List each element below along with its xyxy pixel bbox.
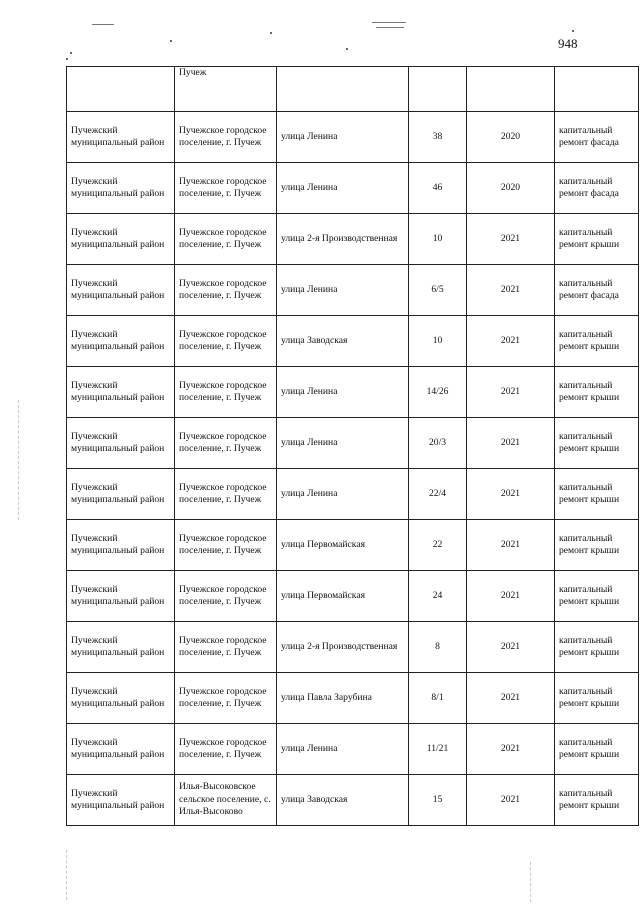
street-cell [277, 775, 409, 826]
district-text: Пучежский муниципальный район [71, 124, 165, 148]
settlement-cell [175, 673, 277, 724]
scan-dot [572, 30, 574, 32]
year-cell [467, 673, 555, 724]
house-cell [409, 673, 467, 724]
settlement-cell [175, 571, 277, 622]
house-number-text: 11/21 [426, 742, 449, 754]
district-cell [67, 316, 175, 367]
house-cell [409, 265, 467, 316]
district-text: Пучежский муниципальный район [71, 583, 165, 607]
street-text: улица Ленина [281, 742, 338, 754]
work-type-cell [555, 265, 639, 316]
settlement-cell [175, 469, 277, 520]
registry-table-body [67, 67, 639, 826]
year-cell [467, 622, 555, 673]
work-type-text: капитальный ремонт крыши [559, 583, 620, 607]
work-type-text: капитальный ремонт крыши [559, 532, 620, 556]
district-cell [67, 673, 175, 724]
settlement-text: Пучежское городское поселение, г. Пучеж [179, 634, 267, 658]
work-type-cell [555, 520, 639, 571]
house-cell [409, 571, 467, 622]
work-type-text: капитальный ремонт фасада [559, 175, 619, 199]
house-number-text: 8 [435, 640, 440, 652]
street-text: улица Ленина [281, 181, 338, 193]
street-cell [277, 163, 409, 214]
district-cell [67, 724, 175, 775]
settlement-cell [175, 112, 277, 163]
street-cell [277, 265, 409, 316]
district-cell [67, 112, 175, 163]
house-number-text: 14/26 [426, 385, 449, 397]
street-text: улица Заводская [281, 793, 348, 805]
year-text: 2021 [500, 334, 521, 346]
street-cell [277, 367, 409, 418]
street-text: улица Ленина [281, 436, 338, 448]
settlement-cell [175, 265, 277, 316]
settlement-text: Пучежское городское поселение, г. Пучеж [179, 328, 267, 352]
settlement-text: Пучежское городское поселение, г. Пучеж [179, 532, 267, 556]
house-cell [409, 418, 467, 469]
house-number-text: 22/4 [428, 487, 447, 499]
scan-mark [92, 24, 114, 25]
work-type-cell [555, 163, 639, 214]
table-row [67, 418, 639, 469]
district-cell [67, 520, 175, 571]
year-cell [467, 571, 555, 622]
settlement-text: Пучежское городское поселение, г. Пучеж [179, 124, 267, 148]
work-type-cell [555, 316, 639, 367]
scan-dot [66, 58, 68, 60]
table-row [67, 67, 639, 112]
district-text: Пучежский муниципальный район [71, 379, 165, 403]
house-number-text: 22 [432, 538, 443, 550]
year-text: 2021 [500, 436, 521, 448]
year-text: 2021 [500, 793, 521, 805]
year-text: 2021 [500, 487, 521, 499]
work-type-cell [555, 469, 639, 520]
table-row [67, 316, 639, 367]
district-text: Пучежский муниципальный район [71, 787, 165, 811]
year-cell [467, 469, 555, 520]
street-cell [277, 622, 409, 673]
district-cell [67, 163, 175, 214]
work-type-text: капитальный ремонт крыши [559, 226, 620, 250]
work-type-text: капитальный ремонт крыши [559, 685, 620, 709]
work-type-cell [555, 775, 639, 826]
table-row [67, 367, 639, 418]
scan-dot [346, 48, 348, 50]
year-cell [467, 520, 555, 571]
district-cell [67, 67, 175, 112]
street-cell [277, 112, 409, 163]
table-row [67, 214, 639, 265]
district-text: Пучежский муниципальный район [71, 736, 165, 760]
year-text: 2021 [500, 232, 521, 244]
settlement-text: Пучежское городское поселение, г. Пучеж [179, 481, 267, 505]
year-cell [467, 214, 555, 265]
district-cell [67, 265, 175, 316]
settlement-text: Пучежское городское поселение, г. Пучеж [179, 430, 267, 454]
work-type-cell [555, 622, 639, 673]
table-row [67, 724, 639, 775]
table-row [67, 469, 639, 520]
settlement-cell [175, 214, 277, 265]
street-cell [277, 571, 409, 622]
work-type-cell [555, 67, 639, 112]
work-type-text: капитальный ремонт крыши [559, 634, 620, 658]
year-text: 2021 [500, 742, 521, 754]
settlement-text: Пучежское городское поселение, г. Пучеж [179, 685, 267, 709]
year-cell [467, 775, 555, 826]
year-cell [467, 112, 555, 163]
settlement-cell [175, 67, 277, 112]
scan-dot [170, 40, 172, 42]
work-type-text: капитальный ремонт крыши [559, 379, 620, 403]
scan-mark [372, 22, 406, 23]
district-cell [67, 418, 175, 469]
street-cell [277, 673, 409, 724]
year-cell [467, 367, 555, 418]
settlement-cell [175, 520, 277, 571]
house-number-text: 10 [432, 232, 443, 244]
registry-table [66, 66, 639, 826]
house-cell [409, 724, 467, 775]
year-cell [467, 265, 555, 316]
settlement-cell [175, 724, 277, 775]
street-text: улица 2-я Производственная [281, 232, 398, 244]
settlement-text: Пучежское городское поселение, г. Пучеж [179, 583, 267, 607]
scan-fold-line [18, 400, 19, 520]
work-type-text: капитальный ремонт крыши [559, 481, 620, 505]
street-text: улица Ленина [281, 385, 338, 397]
settlement-cell [175, 418, 277, 469]
work-type-cell [555, 673, 639, 724]
district-cell [67, 571, 175, 622]
work-type-cell [555, 367, 639, 418]
scan-fold-line [530, 862, 531, 902]
district-text: Пучежский муниципальный район [71, 685, 165, 709]
table-row [67, 163, 639, 214]
year-cell [467, 724, 555, 775]
settlement-text: Пучежское городское поселение, г. Пучеж [179, 379, 267, 403]
work-type-cell [555, 724, 639, 775]
street-cell [277, 67, 409, 112]
street-text: улица Павла Зарубина [281, 691, 372, 703]
street-cell [277, 418, 409, 469]
house-number-text: 8/1 [431, 691, 444, 703]
district-text: Пучежский муниципальный район [71, 430, 165, 454]
work-type-cell [555, 214, 639, 265]
work-type-cell [555, 571, 639, 622]
house-number-text: 24 [432, 589, 443, 601]
house-cell [409, 622, 467, 673]
house-number-text: 15 [432, 793, 443, 805]
street-cell [277, 469, 409, 520]
house-cell [409, 775, 467, 826]
work-type-text: капитальный ремонт крыши [559, 787, 620, 811]
house-cell [409, 163, 467, 214]
house-number-text: 6/5 [431, 283, 444, 295]
year-cell [467, 67, 555, 112]
district-text: Пучежский муниципальный район [71, 328, 165, 352]
work-type-cell [555, 112, 639, 163]
street-cell [277, 520, 409, 571]
table-row [67, 520, 639, 571]
year-text: 2021 [500, 385, 521, 397]
street-text: улица Заводская [281, 334, 348, 346]
year-text: 2021 [500, 283, 521, 295]
year-text: 2021 [500, 691, 521, 703]
year-text: 2020 [500, 181, 521, 193]
year-text: 2021 [500, 538, 521, 550]
year-text: 2021 [500, 640, 521, 652]
district-text: Пучежский муниципальный район [71, 277, 165, 301]
page-number: 948 [558, 36, 578, 51]
street-cell [277, 724, 409, 775]
settlement-text: Пучежское городское поселение, г. Пучеж [179, 226, 267, 250]
house-number-text: 38 [432, 130, 443, 142]
street-text: улица Первомайская [281, 589, 365, 601]
work-type-text: капитальный ремонт крыши [559, 736, 620, 760]
work-type-text: капитальный ремонт фасада [559, 277, 619, 301]
house-cell [409, 214, 467, 265]
house-cell [409, 112, 467, 163]
settlement-text: Пучежское городское поселение, г. Пучеж [179, 277, 267, 301]
house-cell [409, 520, 467, 571]
work-type-cell [555, 418, 639, 469]
table-row [67, 265, 639, 316]
year-text: 2020 [500, 130, 521, 142]
street-cell [277, 214, 409, 265]
scan-dot [270, 32, 272, 34]
street-text: улица Ленина [281, 487, 338, 499]
year-cell [467, 163, 555, 214]
street-text: улица Ленина [281, 283, 338, 295]
scan-fold-line [66, 850, 67, 900]
street-text: улица Ленина [281, 130, 338, 142]
district-cell [67, 469, 175, 520]
year-text: 2021 [500, 589, 521, 601]
house-cell [409, 367, 467, 418]
scan-dot [70, 52, 72, 54]
district-text: Пучежский муниципальный район [71, 226, 165, 250]
house-cell [409, 67, 467, 112]
table-row [67, 673, 639, 724]
settlement-cell [175, 316, 277, 367]
work-type-text: капитальный ремонт крыши [559, 430, 620, 454]
settlement-text: Пучежское городское поселение, г. Пучеж [179, 736, 267, 760]
settlement-cell [175, 163, 277, 214]
table-row [67, 622, 639, 673]
district-text: Пучежский муниципальный район [71, 532, 165, 556]
table-row [67, 775, 639, 826]
work-type-text: капитальный ремонт крыши [559, 328, 620, 352]
scan-mark [376, 27, 404, 28]
work-type-text: капитальный ремонт фасада [559, 124, 619, 148]
district-text: Пучежский муниципальный район [71, 481, 165, 505]
house-number-text: 20/3 [428, 436, 447, 448]
year-cell [467, 316, 555, 367]
street-cell [277, 316, 409, 367]
house-cell [409, 316, 467, 367]
house-number-text: 46 [432, 181, 443, 193]
district-text: Пучежский муниципальный район [71, 175, 165, 199]
street-text: улица 2-я Производственная [281, 640, 398, 652]
table-row [67, 112, 639, 163]
district-cell [67, 775, 175, 826]
district-cell [67, 214, 175, 265]
table-row [67, 571, 639, 622]
settlement-cell [175, 367, 277, 418]
district-cell [67, 367, 175, 418]
settlement-text: Пучеж [179, 67, 207, 78]
settlement-text: Пучежское городское поселение, г. Пучеж [179, 175, 267, 199]
settlement-cell [175, 775, 277, 826]
settlement-cell [175, 622, 277, 673]
district-cell [67, 622, 175, 673]
house-cell [409, 469, 467, 520]
house-number-text: 10 [432, 334, 443, 346]
district-text: Пучежский муниципальный район [71, 634, 165, 658]
year-cell [467, 418, 555, 469]
street-text: улица Первомайская [281, 538, 365, 550]
settlement-text: Илья-Высоковское сельское поселение, с. Илья-Высоково [179, 781, 271, 818]
